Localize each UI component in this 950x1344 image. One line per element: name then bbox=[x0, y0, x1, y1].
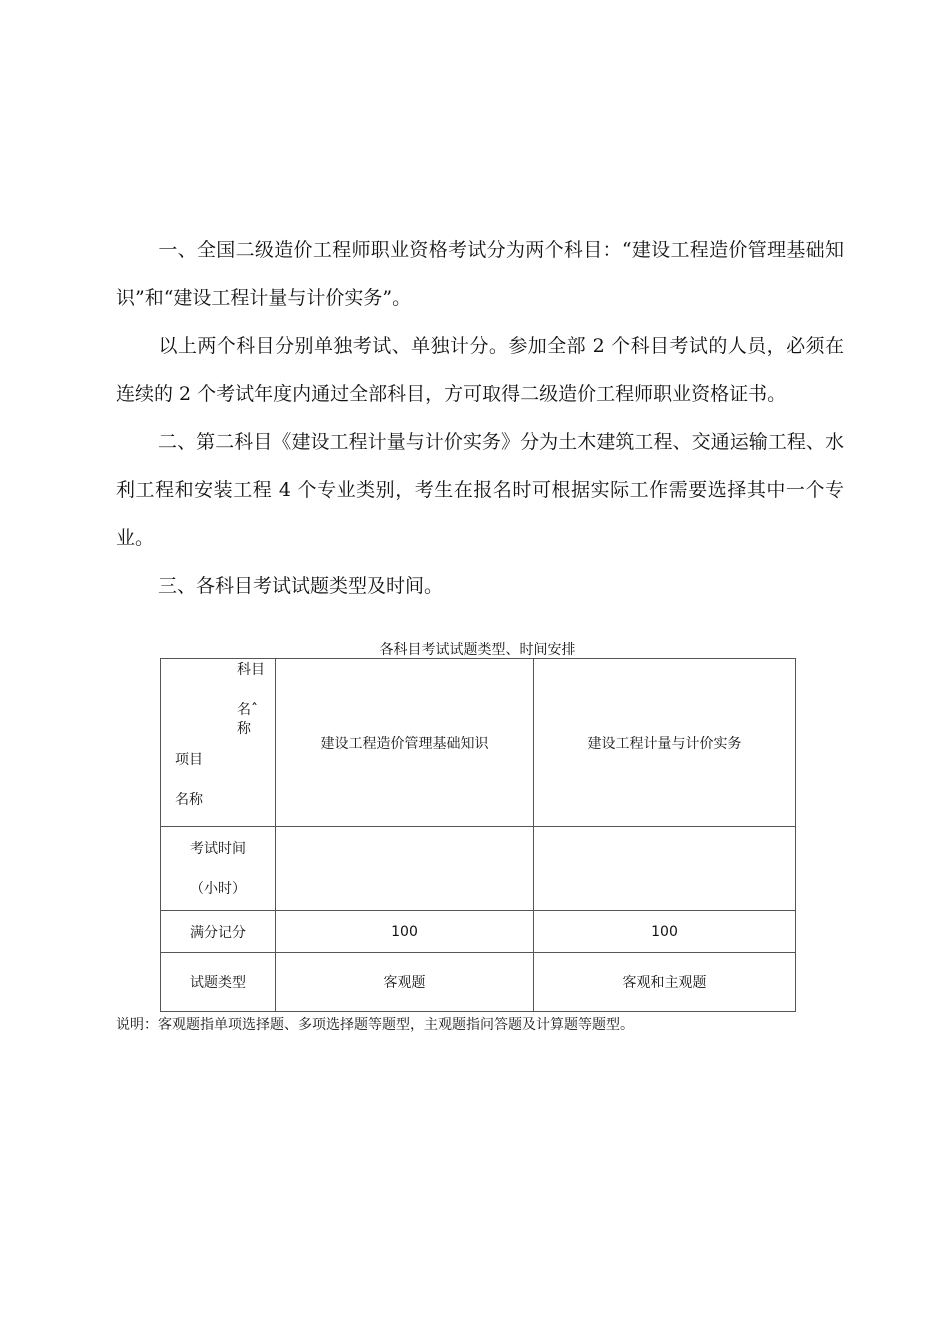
header-item-name: 名称 bbox=[175, 792, 203, 808]
header-item-label: 项目 bbox=[175, 752, 203, 768]
exam-schedule-table bbox=[160, 658, 796, 1012]
paragraph-specialties-text: 二、第二科目《建设工程计量与计价实务》分为土木建筑工程、交通运输工程、水利工程和安装工程 4 个专业类别，考生在报名时可根据实际工作需要选择其中一个专业。 bbox=[116, 431, 844, 549]
paragraph-exam-types bbox=[116, 562, 844, 610]
header-subject-name-2: 称 bbox=[237, 721, 251, 737]
table-note: 说明：客观题指单项选择题、多项选择题等题型，主观题指问答题及计算题等题型。 bbox=[116, 1017, 634, 1033]
cell-full-score-subject-1: 100 bbox=[276, 911, 534, 953]
row-label-question-type: 试题类型 bbox=[161, 953, 276, 1012]
column-header-subject-2: 建设工程计量与计价实务 bbox=[534, 659, 796, 827]
row-label-exam-time-line2: （小时） bbox=[190, 880, 246, 897]
header-subject-name-1: 名ˆ bbox=[237, 702, 258, 718]
paragraph-subjects-text: 一、全国二级造价工程师职业资格考试分为两个科目：“建设工程造价管理基础知识”和“建设工程计量与计价实务”。 bbox=[116, 239, 844, 309]
header-diagonal-cell bbox=[161, 659, 276, 827]
cell-full-score-subject-2: 100 bbox=[534, 911, 796, 953]
cell-exam-time-subject-1 bbox=[276, 827, 534, 911]
cell-question-type-subject-2: 客观和主观题 bbox=[534, 953, 796, 1012]
table-header-row bbox=[161, 659, 796, 827]
paragraph-specialties bbox=[116, 418, 844, 562]
paragraph-scoring bbox=[116, 322, 844, 418]
table-caption: 各科目考试试题类型、时间安排 bbox=[379, 642, 576, 658]
cell-exam-time-subject-2 bbox=[534, 827, 796, 911]
row-label-exam-time-line1: 考试时间 bbox=[190, 840, 246, 857]
header-subject-label: 科目 bbox=[237, 662, 265, 678]
row-label-exam-time bbox=[161, 827, 276, 911]
table-row bbox=[161, 953, 796, 1012]
row-label-full-score: 满分记分 bbox=[161, 911, 276, 953]
paragraph-exam-types-text: 三、各科目考试试题类型及时间。 bbox=[158, 575, 444, 597]
paragraph-scoring-text: 以上两个科目分别单独考试、单独计分。参加全部 2 个科目考试的人员，必须在连续的 2 个考试年度内通过全部科目，方可取得二级造价工程师职业资格证书。 bbox=[116, 335, 844, 405]
table-row bbox=[161, 911, 796, 953]
table-row bbox=[161, 827, 796, 911]
column-header-subject-1: 建设工程造价管理基础知识 bbox=[276, 659, 534, 827]
cell-question-type-subject-1: 客观题 bbox=[276, 953, 534, 1012]
paragraph-subjects bbox=[116, 226, 844, 322]
